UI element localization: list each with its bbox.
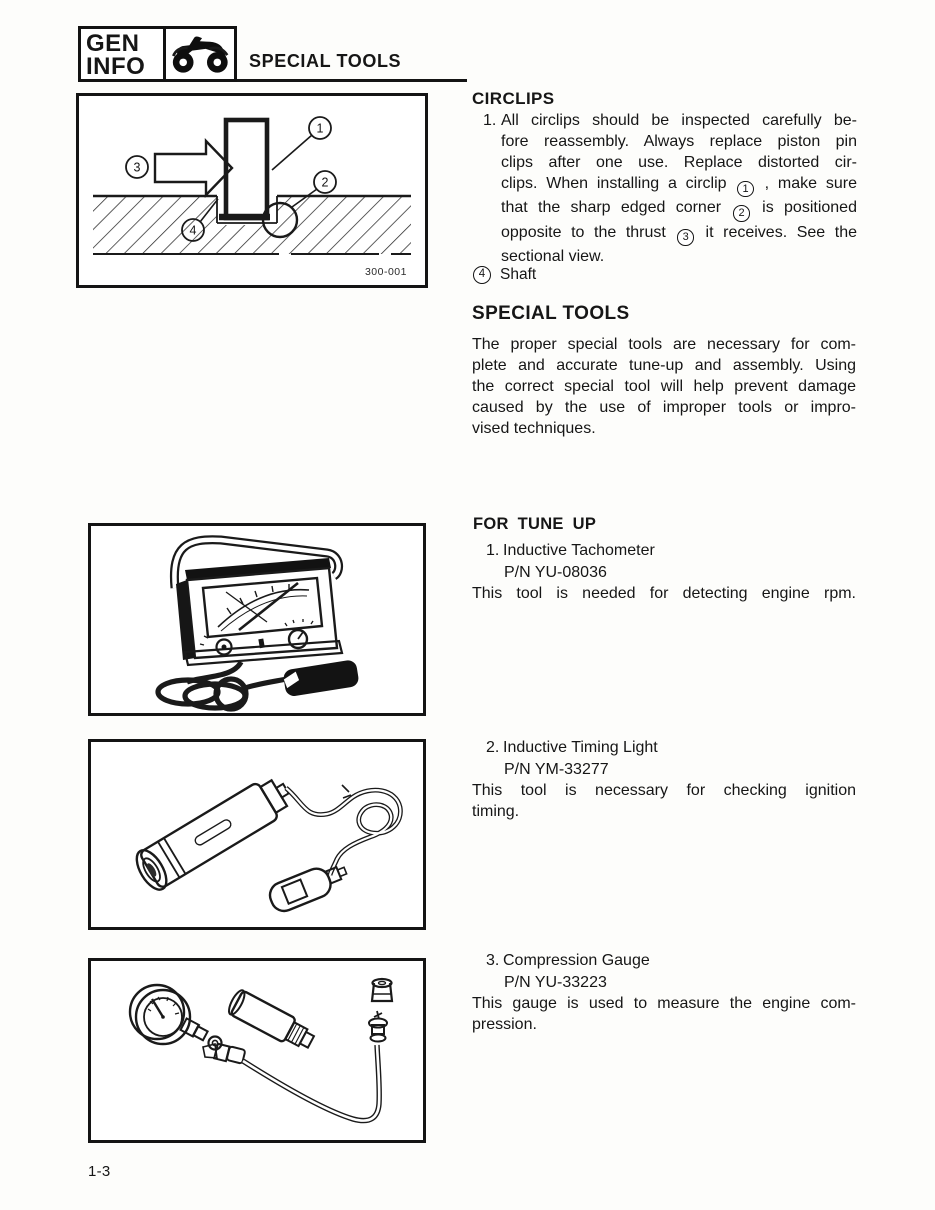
special-tools-heading: SPECIAL TOOLS bbox=[472, 303, 630, 324]
timing-light-figure bbox=[88, 739, 426, 930]
inductive-clamp bbox=[266, 858, 351, 915]
figure-code: 300-001 bbox=[364, 266, 407, 278]
text-line: This gauge is used to measure the engine com- bbox=[472, 995, 856, 1012]
callout-1 bbox=[309, 117, 331, 139]
inductive-pickup bbox=[282, 659, 359, 697]
special-tools-section bbox=[472, 302, 856, 439]
page-title: SPECIAL TOOLS bbox=[249, 51, 402, 71]
text-line: plete and accurate tune-up and assembly. Using bbox=[472, 357, 856, 374]
tool-title: 1. Inductive Tachometer bbox=[486, 540, 856, 562]
shaft-label: Shaft bbox=[500, 266, 537, 283]
text-line: sectional view. bbox=[501, 247, 605, 265]
svg-text:4: 4 bbox=[189, 223, 197, 238]
compression-gauge-figure bbox=[88, 958, 426, 1143]
text-line: the correct special tool will help prevent damage bbox=[472, 378, 856, 395]
svg-text:1: 1 bbox=[316, 121, 324, 136]
for-tune-up-heading: FOR TUNE UP bbox=[473, 515, 597, 533]
circlips-item bbox=[483, 110, 857, 267]
text-line: clips. When installing a circlip 1 , make sure bbox=[501, 173, 857, 197]
section-tab-label bbox=[81, 29, 166, 79]
thrust-arrow bbox=[155, 141, 232, 195]
text-line: clips after one use. Replace distorted cir- bbox=[501, 154, 857, 171]
circled-3-inline: 3 bbox=[677, 229, 694, 246]
tool-name: Inductive Timing Light bbox=[503, 739, 658, 756]
text-line: fore reassembly. Always replace piston pin bbox=[501, 133, 857, 150]
timing-light-body bbox=[131, 770, 298, 894]
tool-name: Compression Gauge bbox=[503, 952, 650, 969]
gauge-needle bbox=[152, 999, 163, 1017]
circlips-heading: CIRCLIPS bbox=[472, 89, 555, 108]
motorcycle-icon bbox=[166, 29, 235, 79]
tab-line-gen: GEN bbox=[86, 30, 140, 57]
callout-3 bbox=[126, 156, 148, 178]
tool-name: Inductive Tachometer bbox=[503, 542, 655, 559]
text-line: vised techniques. bbox=[472, 420, 596, 437]
circlips-section bbox=[472, 88, 857, 267]
page-number: 1-3 bbox=[88, 1163, 111, 1180]
tab-line-info: INFO bbox=[86, 53, 146, 80]
tool-item-2 bbox=[472, 737, 856, 822]
text-line: timing. bbox=[472, 803, 520, 820]
text-line: All circlips should be inspected carefully be- bbox=[501, 112, 857, 129]
circlip-figure bbox=[76, 93, 428, 288]
text-line: This tool is necessary for checking ignition bbox=[472, 782, 856, 799]
tool-item-3 bbox=[472, 950, 856, 1035]
hose bbox=[243, 1045, 379, 1121]
svg-text:2: 2 bbox=[321, 175, 329, 190]
tachometer-figure bbox=[88, 523, 426, 716]
needle bbox=[239, 583, 298, 630]
text-line: pression. bbox=[472, 1016, 537, 1033]
section-tab bbox=[78, 26, 237, 82]
svg-text:3: 3 bbox=[133, 160, 141, 175]
dial-window bbox=[203, 578, 322, 637]
tool-part-number: P/N YU-33223 bbox=[504, 973, 607, 991]
shaft-caption bbox=[471, 266, 536, 284]
text-line: This tool is needed for detecting engine rpm. bbox=[472, 585, 856, 602]
special-tools-intro bbox=[472, 334, 856, 439]
circled-2-inline: 2 bbox=[733, 205, 750, 222]
callout-2 bbox=[314, 171, 336, 193]
tool-part-number: P/N YU-08036 bbox=[504, 563, 607, 581]
tachometer-illustration bbox=[91, 526, 423, 713]
circlip-diagram bbox=[79, 96, 425, 285]
item-number: 1. bbox=[483, 112, 497, 129]
compression-gauge-illustration bbox=[91, 961, 423, 1140]
text-line: that the sharp edged corner 2 is positioned bbox=[501, 197, 857, 221]
tool-part-number: P/N YM-33277 bbox=[504, 760, 609, 778]
text-line: caused by the use of improper tools or impro- bbox=[472, 399, 856, 416]
tool-item-1 bbox=[472, 540, 856, 604]
circlips-item-text bbox=[501, 110, 857, 267]
circled-1-inline: 1 bbox=[737, 181, 754, 198]
adapter-cylinder bbox=[226, 988, 317, 1054]
text-line: The proper special tools are necessary for com- bbox=[472, 336, 856, 353]
title-underline bbox=[237, 79, 467, 82]
text-line: opposite to the thrust 3 it receives. See the bbox=[501, 222, 857, 246]
timing-light-illustration bbox=[91, 742, 423, 927]
circled-4-label: 4 bbox=[473, 266, 491, 284]
tool-title: 3. Compression Gauge bbox=[486, 950, 856, 972]
tool-title: 2. Inductive Timing Light bbox=[486, 737, 856, 759]
